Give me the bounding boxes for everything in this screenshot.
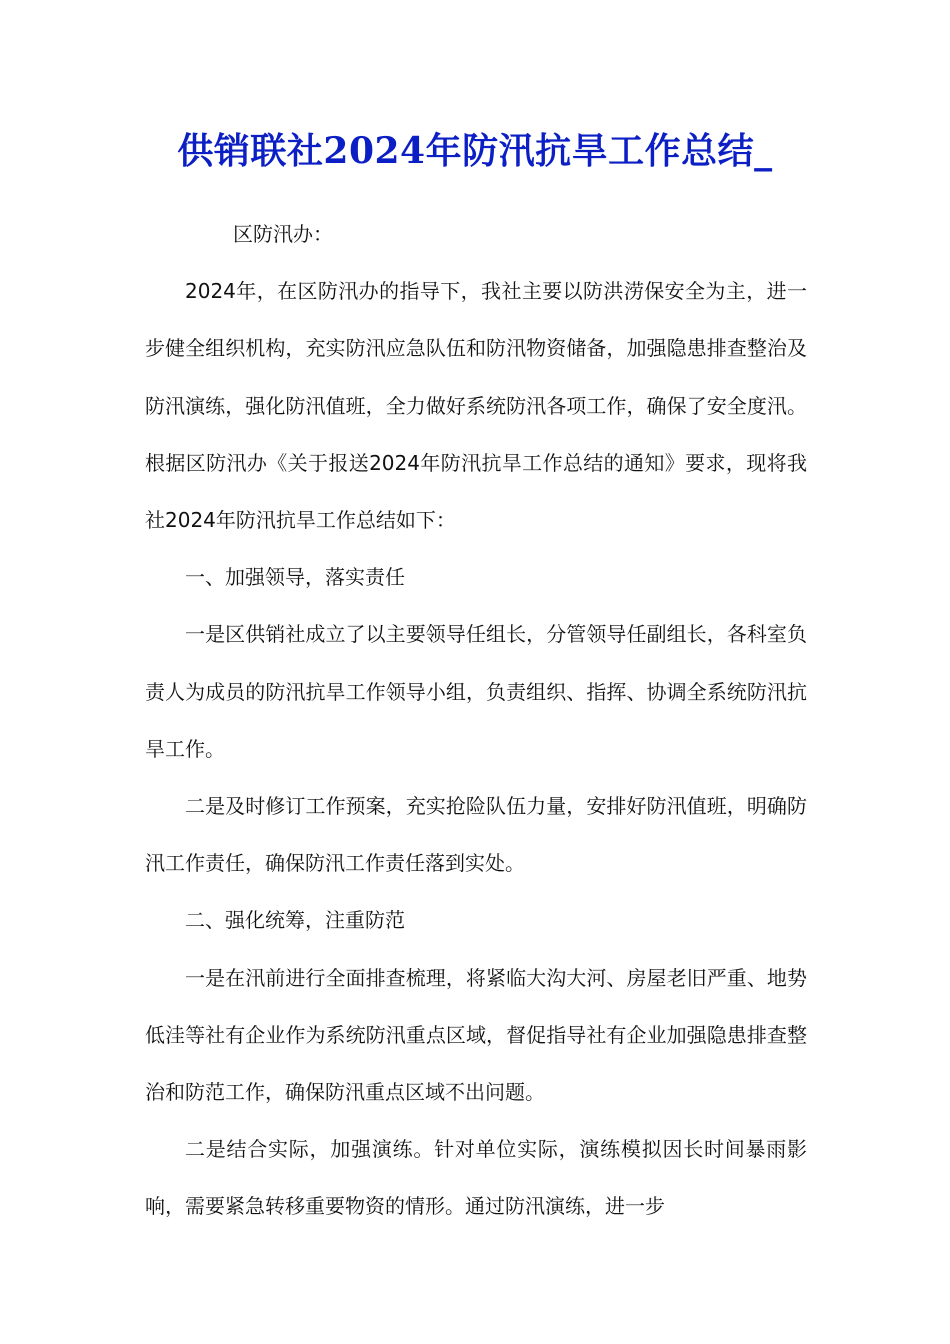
section-heading-1: 一、加强领导，落实责任 <box>185 565 405 590</box>
document-title: 供销联社2024年防汛抗旱工作总结_ <box>177 130 773 172</box>
body-paragraph: 二是及时修订工作预案，充实抢险队伍力量，安排好防汛值班，明确防汛工作责任，确保防汛工作责任落到实处。 <box>145 794 807 876</box>
section-heading-2: 二、强化统筹，注重防范 <box>185 908 405 933</box>
intro-paragraph: 2024年，在区防汛办的指导下，我社主要以防洪涝保安全为主，进一步健全组织机构，充实防汛应急队伍和防汛物资储备，加强隐患排查整治及防汛演练，强化防汛值班，全力做好系统防汛各项工作，确保了安全度汛。根据区防汛办《关于报送2024年防汛抗旱工作总结的通知》要求，现将我社2024年防汛抗旱工作总结如下： <box>145 279 807 533</box>
document-body <box>145 206 807 1236</box>
salutation: 区防汛办： <box>233 222 333 246</box>
body-paragraph: 一是区供销社成立了以主要领导任组长，分管领导任副组长，各科室负责人为成员的防汛抗旱工作领导小组，负责组织、指挥、协调全系统防汛抗旱工作。 <box>145 622 807 761</box>
body-paragraph: 一是在汛前进行全面排查梳理，将紧临大沟大河、房屋老旧严重、地势低洼等社有企业作为系统防汛重点区域，督促指导社有企业加强隐患排查整治和防范工作，确保防汛重点区域不出问题。 <box>145 965 807 1105</box>
body-paragraph: 二是结合实际，加强演练。针对单位实际，演练模拟因长时间暴雨影响，需要紧急转移重要物资的情形。通过防汛演练，进一步 <box>145 1137 807 1219</box>
